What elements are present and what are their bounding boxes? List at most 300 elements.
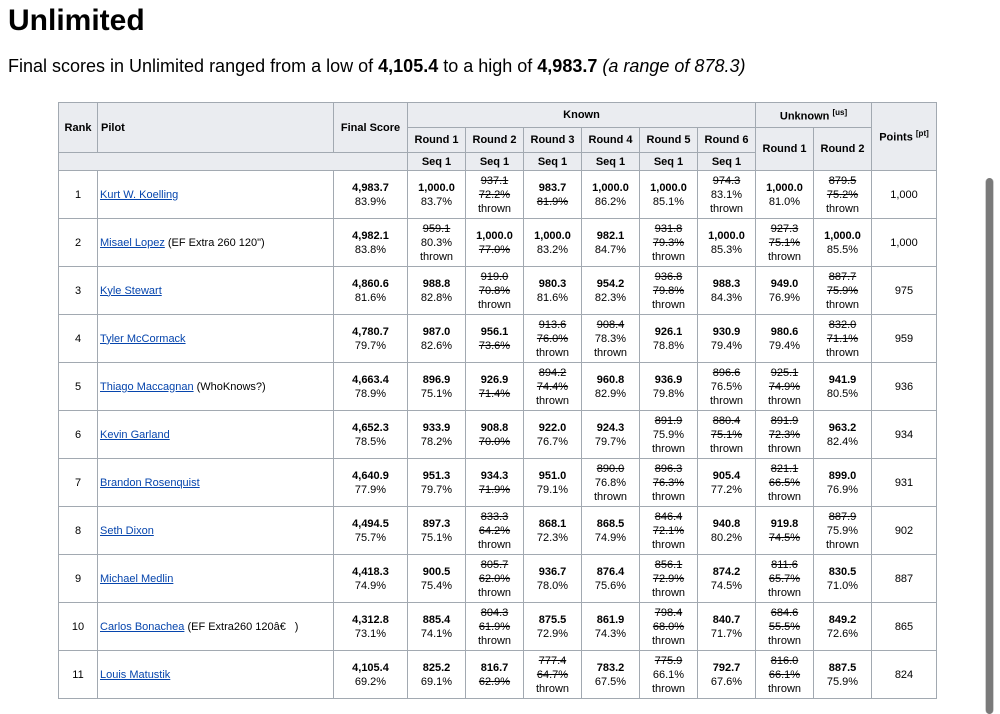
- round-score-cell: [524, 267, 582, 315]
- round-score-value: 919.8: [770, 517, 799, 530]
- round-score-value: 783.2: [596, 661, 625, 674]
- final-score-cell: [334, 267, 408, 315]
- round-score-percent: 72.9%: [536, 627, 569, 640]
- round-score-percent: 74.9%: [768, 380, 801, 393]
- pilot-link[interactable]: Michael Medlin: [100, 572, 174, 585]
- pilot-link[interactable]: Tyler McCormack: [100, 332, 186, 345]
- header-unknown: [756, 103, 872, 128]
- round-score-cell: [814, 507, 872, 555]
- round-score-value: 830.5: [828, 565, 857, 578]
- round-score-value: 684.6: [770, 606, 799, 619]
- points-cell: 975: [872, 267, 937, 315]
- thrown-label: thrown: [651, 538, 686, 551]
- round-score-cell: [524, 603, 582, 651]
- final-score-cell: [334, 171, 408, 219]
- round-score-value: 899.0: [828, 469, 857, 482]
- round-score-percent: 70.0%: [478, 435, 511, 448]
- round-score-percent: 79.7%: [420, 483, 453, 496]
- rank-cell: 1: [59, 171, 98, 219]
- round-score-percent: 79.4%: [768, 339, 801, 352]
- round-score-percent: 75.1%: [420, 531, 453, 544]
- table-row: [59, 363, 937, 411]
- pilot-link[interactable]: Misael Lopez: [100, 236, 165, 249]
- round-score-percent: 66.5%: [768, 476, 801, 489]
- round-score-percent: 82.8%: [420, 291, 453, 304]
- final-score-value: 4,418.3: [352, 565, 389, 578]
- final-score-percent: 74.9%: [354, 579, 387, 592]
- header-seq: Seq 1: [698, 153, 756, 171]
- header-unknown-round: Round 2: [814, 128, 872, 171]
- round-score-value: 897.3: [422, 517, 451, 530]
- thrown-label: thrown: [825, 202, 860, 215]
- header-seq: Seq 1: [524, 153, 582, 171]
- round-score-percent: 62.9%: [478, 675, 511, 688]
- round-score-cell: [466, 555, 524, 603]
- round-score-value: 987.0: [422, 325, 451, 338]
- round-score-cell: [408, 411, 466, 459]
- final-score-cell: [334, 219, 408, 267]
- page-title: Unlimited: [8, 4, 145, 37]
- round-score-value: 894.2: [538, 366, 567, 379]
- round-score-cell: [466, 459, 524, 507]
- header-seq: Seq 1: [466, 153, 524, 171]
- final-score-value: 4,312.8: [352, 613, 389, 626]
- round-score-percent: 76.9%: [768, 291, 801, 304]
- header-pilot: Pilot: [98, 103, 334, 153]
- round-score-value: 974.3: [712, 174, 741, 187]
- round-score-value: 891.9: [770, 414, 799, 427]
- round-score-value: 933.9: [422, 421, 451, 434]
- round-score-percent: 79.7%: [594, 435, 627, 448]
- final-score-value: 4,663.4: [352, 373, 389, 386]
- round-score-cell: [408, 315, 466, 363]
- round-score-value: 887.9: [828, 510, 857, 523]
- round-score-percent: 73.6%: [478, 339, 511, 352]
- thrown-label: thrown: [593, 346, 628, 359]
- round-score-value: 885.4: [422, 613, 451, 626]
- rank-cell: 2: [59, 219, 98, 267]
- round-score-cell: [408, 363, 466, 411]
- round-score-value: 913.6: [538, 318, 567, 331]
- round-score-value: 798.4: [654, 606, 683, 619]
- round-score-cell: [756, 507, 814, 555]
- points-footnote-link[interactable]: [pt]: [915, 129, 929, 139]
- pilot-cell: [98, 555, 334, 603]
- pilot-link[interactable]: Kevin Garland: [100, 428, 170, 441]
- round-score-value: 926.9: [480, 373, 509, 386]
- round-score-value: 1,000.0: [592, 181, 629, 194]
- round-score-value: 811.6: [771, 558, 798, 571]
- round-score-cell: [698, 171, 756, 219]
- thrown-label: thrown: [535, 682, 570, 695]
- round-score-value: 905.4: [712, 469, 741, 482]
- round-score-value: 861.9: [596, 613, 625, 626]
- pilot-link[interactable]: Kurt W. Koelling: [100, 188, 179, 201]
- round-score-value: 980.3: [538, 277, 567, 290]
- thrown-label: thrown: [477, 634, 512, 647]
- round-score-cell: [756, 603, 814, 651]
- round-score-value: 868.1: [538, 517, 567, 530]
- round-score-value: 949.0: [770, 277, 799, 290]
- final-score-percent: 81.6%: [354, 291, 387, 304]
- round-score-percent: 75.4%: [420, 579, 453, 592]
- round-score-percent: 61.9%: [478, 620, 511, 633]
- round-score-cell: [814, 315, 872, 363]
- points-cell: 887: [872, 555, 937, 603]
- thrown-label: thrown: [419, 250, 454, 263]
- final-score-cell: [334, 555, 408, 603]
- pilot-cell: [98, 363, 334, 411]
- round-score-value: 924.3: [596, 421, 625, 434]
- round-score-percent: 76.0%: [536, 332, 569, 345]
- table-row: [59, 315, 937, 363]
- round-score-cell: [814, 219, 872, 267]
- round-score-cell: [408, 603, 466, 651]
- round-score-value: 840.7: [712, 613, 741, 626]
- round-score-percent: 79.8%: [652, 284, 685, 297]
- round-score-cell: [582, 651, 640, 699]
- round-score-percent: 83.7%: [420, 195, 453, 208]
- thrown-label: thrown: [593, 490, 628, 503]
- round-score-cell: [582, 363, 640, 411]
- header-seq: Seq 1: [640, 153, 698, 171]
- round-score-cell: [756, 411, 814, 459]
- round-score-value: 936.9: [654, 373, 683, 386]
- summary-high-score: 4,983.7: [537, 56, 598, 76]
- thrown-label: thrown: [651, 490, 686, 503]
- round-score-percent: 75.2%: [826, 188, 859, 201]
- round-score-value: 941.9: [828, 373, 857, 386]
- round-score-value: 887.7: [828, 270, 857, 283]
- round-score-percent: 82.9%: [594, 387, 627, 400]
- pilot-cell: [98, 459, 334, 507]
- thrown-label: thrown: [825, 298, 860, 311]
- round-score-value: 777.4: [538, 654, 567, 667]
- header-known-round: Round 5: [640, 128, 698, 153]
- round-score-percent: 78.3%: [594, 332, 627, 345]
- round-score-cell: [582, 315, 640, 363]
- round-score-value: 927.3: [770, 222, 799, 235]
- round-score-cell: [524, 171, 582, 219]
- round-score-cell: [756, 315, 814, 363]
- round-score-value: 896.9: [422, 373, 451, 386]
- unknown-footnote-link[interactable]: [us]: [832, 107, 848, 117]
- round-score-value: 868.5: [596, 517, 625, 530]
- thrown-label: thrown: [477, 298, 512, 311]
- pilot-link[interactable]: Kyle Stewart: [100, 284, 162, 297]
- round-score-value: 1,000.0: [708, 229, 745, 242]
- round-score-percent: 79.8%: [652, 387, 685, 400]
- round-score-cell: [756, 267, 814, 315]
- round-score-value: 821.1: [770, 462, 799, 475]
- round-score-cell: [814, 411, 872, 459]
- round-score-cell: [524, 363, 582, 411]
- thrown-label: thrown: [651, 298, 686, 311]
- thrown-label: thrown: [767, 250, 802, 263]
- round-score-value: 805.7: [480, 558, 509, 571]
- round-score-value: 980.6: [770, 325, 799, 338]
- round-score-value: 937.1: [480, 174, 509, 187]
- pilot-link[interactable]: Carlos Bonachea: [100, 620, 185, 633]
- pilot-cell: [98, 507, 334, 555]
- round-score-percent: 72.1%: [652, 524, 685, 537]
- round-score-percent: 74.4%: [536, 380, 569, 393]
- round-score-value: 919.0: [480, 270, 509, 283]
- round-score-percent: 82.6%: [420, 339, 453, 352]
- round-score-value: 926.1: [654, 325, 683, 338]
- round-score-value: 925.1: [770, 366, 799, 379]
- pilot-link[interactable]: Brandon Rosenquist: [100, 476, 200, 489]
- pilot-cell: [98, 651, 334, 699]
- summary-low-score: 4,105.4: [378, 56, 439, 76]
- round-score-cell: [408, 171, 466, 219]
- table-row: [59, 603, 937, 651]
- summary-range: (a range of 878.3): [602, 56, 746, 76]
- final-score-percent: 77.9%: [354, 483, 387, 496]
- round-score-cell: [698, 267, 756, 315]
- final-score-percent: 78.9%: [354, 387, 387, 400]
- round-score-cell: [756, 459, 814, 507]
- round-score-cell: [698, 459, 756, 507]
- final-score-cell: [334, 315, 408, 363]
- final-score-cell: [334, 603, 408, 651]
- round-score-percent: 75.9%: [826, 284, 859, 297]
- final-score-value: 4,640.9: [352, 469, 389, 482]
- header-final-score: Final Score: [334, 103, 408, 153]
- round-score-value: 887.5: [828, 661, 857, 674]
- final-score-percent: 79.7%: [354, 339, 387, 352]
- round-score-percent: 80.2%: [710, 531, 743, 544]
- pilot-link[interactable]: Seth Dixon: [100, 524, 154, 537]
- round-score-percent: 70.8%: [478, 284, 511, 297]
- round-score-cell: [698, 363, 756, 411]
- header-known-round: Round 3: [524, 128, 582, 153]
- header-known-round: Round 4: [582, 128, 640, 153]
- round-score-cell: [524, 651, 582, 699]
- pilot-aircraft: (EF Extra260 120â€): [184, 620, 299, 633]
- header-known: Known: [408, 103, 756, 128]
- round-score-value: 1,000.0: [824, 229, 861, 242]
- round-score-cell: [756, 219, 814, 267]
- round-score-cell: [814, 267, 872, 315]
- round-score-cell: [640, 315, 698, 363]
- thrown-label: thrown: [767, 442, 802, 455]
- thrown-label: thrown: [767, 634, 802, 647]
- round-score-cell: [814, 459, 872, 507]
- table-row: [59, 651, 937, 699]
- round-score-value: 879.5: [828, 174, 857, 187]
- round-score-value: 880.4: [712, 414, 741, 427]
- final-score-value: 4,780.7: [352, 325, 389, 338]
- final-score-value: 4,860.6: [352, 277, 389, 290]
- round-score-cell: [466, 507, 524, 555]
- results-summary: [8, 56, 745, 77]
- round-score-cell: [524, 411, 582, 459]
- round-score-value: 792.7: [712, 661, 741, 674]
- round-score-percent: 55.5%: [768, 620, 801, 633]
- points-cell: 934: [872, 411, 937, 459]
- round-score-percent: 75.1%: [420, 387, 453, 400]
- round-score-value: 890.0: [596, 462, 625, 475]
- table-row: [59, 459, 937, 507]
- thrown-label: thrown: [477, 202, 512, 215]
- pilot-cell: [98, 411, 334, 459]
- round-score-percent: 86.2%: [594, 195, 627, 208]
- final-score-percent: 78.5%: [354, 435, 387, 448]
- round-score-cell: [814, 651, 872, 699]
- round-score-percent: 83.2%: [536, 243, 569, 256]
- points-cell: 931: [872, 459, 937, 507]
- round-score-cell: [640, 507, 698, 555]
- round-score-percent: 72.3%: [768, 428, 801, 441]
- round-score-value: 934.3: [480, 469, 509, 482]
- round-score-value: 956.1: [480, 325, 509, 338]
- round-score-value: 875.5: [538, 613, 567, 626]
- round-score-percent: 80.3%: [420, 236, 453, 249]
- summary-text-1: Final scores in Unlimited ranged from a low of: [8, 56, 379, 76]
- round-score-percent: 75.6%: [594, 579, 627, 592]
- round-score-value: 982.1: [596, 229, 625, 242]
- round-score-value: 922.0: [538, 421, 567, 434]
- round-score-percent: 80.5%: [826, 387, 859, 400]
- round-score-percent: 79.1%: [536, 483, 569, 496]
- table-row: [59, 507, 937, 555]
- pilot-link[interactable]: Thiago Maccagnan: [100, 380, 194, 393]
- pilot-cell: [98, 267, 334, 315]
- pilot-link[interactable]: Louis Matustik: [100, 668, 171, 681]
- header-points-label: Points: [879, 131, 913, 144]
- round-score-percent: 74.5%: [710, 579, 743, 592]
- round-score-value: 1,000.0: [766, 181, 803, 194]
- scrollbar-thumb[interactable]: [986, 178, 993, 714]
- final-score-cell: [334, 363, 408, 411]
- round-score-cell: [640, 363, 698, 411]
- pilot-aircraft: (WhoKnows?): [193, 380, 266, 393]
- round-score-percent: 71.1%: [826, 332, 859, 345]
- round-score-percent: 77.2%: [710, 483, 743, 496]
- round-score-cell: [582, 267, 640, 315]
- round-score-value: 930.9: [712, 325, 741, 338]
- round-score-cell: [698, 411, 756, 459]
- round-score-cell: [756, 363, 814, 411]
- header-rank: Rank: [59, 103, 98, 153]
- results-rows: [59, 171, 937, 699]
- round-score-value: 896.6: [712, 366, 741, 379]
- round-score-cell: [640, 219, 698, 267]
- thrown-label: thrown: [535, 394, 570, 407]
- final-score-cell: [334, 651, 408, 699]
- final-score-percent: 75.7%: [354, 531, 387, 544]
- round-score-percent: 75.9%: [652, 428, 685, 441]
- round-score-cell: [524, 555, 582, 603]
- table-row: [59, 555, 937, 603]
- final-score-value: 4,105.4: [352, 661, 389, 674]
- round-score-percent: 85.3%: [710, 243, 743, 256]
- round-score-cell: [524, 507, 582, 555]
- round-score-cell: [582, 555, 640, 603]
- round-score-percent: 79.3%: [652, 236, 685, 249]
- round-score-value: 960.8: [596, 373, 625, 386]
- final-score-value: 4,982.1: [352, 229, 389, 242]
- round-score-percent: 64.2%: [478, 524, 511, 537]
- final-score-value: 4,983.7: [352, 181, 389, 194]
- round-score-percent: 83.1%: [710, 188, 743, 201]
- round-score-cell: [640, 651, 698, 699]
- round-score-cell: [582, 219, 640, 267]
- round-score-cell: [814, 171, 872, 219]
- round-score-percent: 65.7%: [768, 572, 801, 585]
- round-score-value: 954.2: [596, 277, 625, 290]
- thrown-label: thrown: [825, 538, 860, 551]
- round-score-percent: 74.9%: [594, 531, 627, 544]
- round-score-percent: 81.9%: [536, 195, 569, 208]
- round-score-percent: 62.0%: [478, 572, 511, 585]
- round-score-cell: [582, 507, 640, 555]
- thrown-label: thrown: [767, 682, 802, 695]
- thrown-label: thrown: [651, 682, 686, 695]
- round-score-value: 908.4: [596, 318, 625, 331]
- thrown-label: thrown: [825, 346, 860, 359]
- round-score-percent: 71.4%: [478, 387, 511, 400]
- thrown-label: thrown: [767, 490, 802, 503]
- round-score-value: 963.2: [828, 421, 857, 434]
- pilot-cell: [98, 219, 334, 267]
- points-cell: 902: [872, 507, 937, 555]
- points-cell: 824: [872, 651, 937, 699]
- rank-cell: 8: [59, 507, 98, 555]
- table-row: [59, 267, 937, 315]
- round-score-value: 931.8: [654, 222, 683, 235]
- round-score-cell: [524, 315, 582, 363]
- header-unknown-round: Round 1: [756, 128, 814, 171]
- round-score-cell: [582, 459, 640, 507]
- round-score-cell: [408, 507, 466, 555]
- rank-cell: 3: [59, 267, 98, 315]
- round-score-cell: [814, 603, 872, 651]
- thrown-label: thrown: [535, 346, 570, 359]
- round-score-value: 936.7: [538, 565, 567, 578]
- round-score-value: 983.7: [538, 181, 567, 194]
- rank-cell: 10: [59, 603, 98, 651]
- round-score-cell: [698, 507, 756, 555]
- round-score-value: 874.2: [712, 565, 741, 578]
- round-score-cell: [408, 555, 466, 603]
- points-cell: 936: [872, 363, 937, 411]
- pilot-cell: [98, 603, 334, 651]
- round-score-cell: [582, 411, 640, 459]
- final-score-cell: [334, 507, 408, 555]
- round-score-percent: 69.1%: [420, 675, 453, 688]
- round-score-percent: 72.9%: [652, 572, 685, 585]
- round-score-cell: [698, 651, 756, 699]
- round-score-percent: 66.1%: [652, 668, 685, 681]
- round-score-percent: 72.3%: [536, 531, 569, 544]
- round-score-percent: 75.9%: [826, 524, 859, 537]
- round-score-percent: 81.0%: [768, 195, 801, 208]
- round-score-value: 833.3: [480, 510, 509, 523]
- round-score-value: 856.1: [654, 558, 683, 571]
- round-score-cell: [524, 219, 582, 267]
- round-score-cell: [698, 315, 756, 363]
- round-score-cell: [756, 651, 814, 699]
- round-score-percent: 75.1%: [710, 428, 743, 441]
- thrown-label: thrown: [767, 394, 802, 407]
- round-score-value: 1,000.0: [534, 229, 571, 242]
- round-score-cell: [524, 459, 582, 507]
- rank-cell: 11: [59, 651, 98, 699]
- round-score-value: 959.1: [422, 222, 451, 235]
- round-score-cell: [640, 411, 698, 459]
